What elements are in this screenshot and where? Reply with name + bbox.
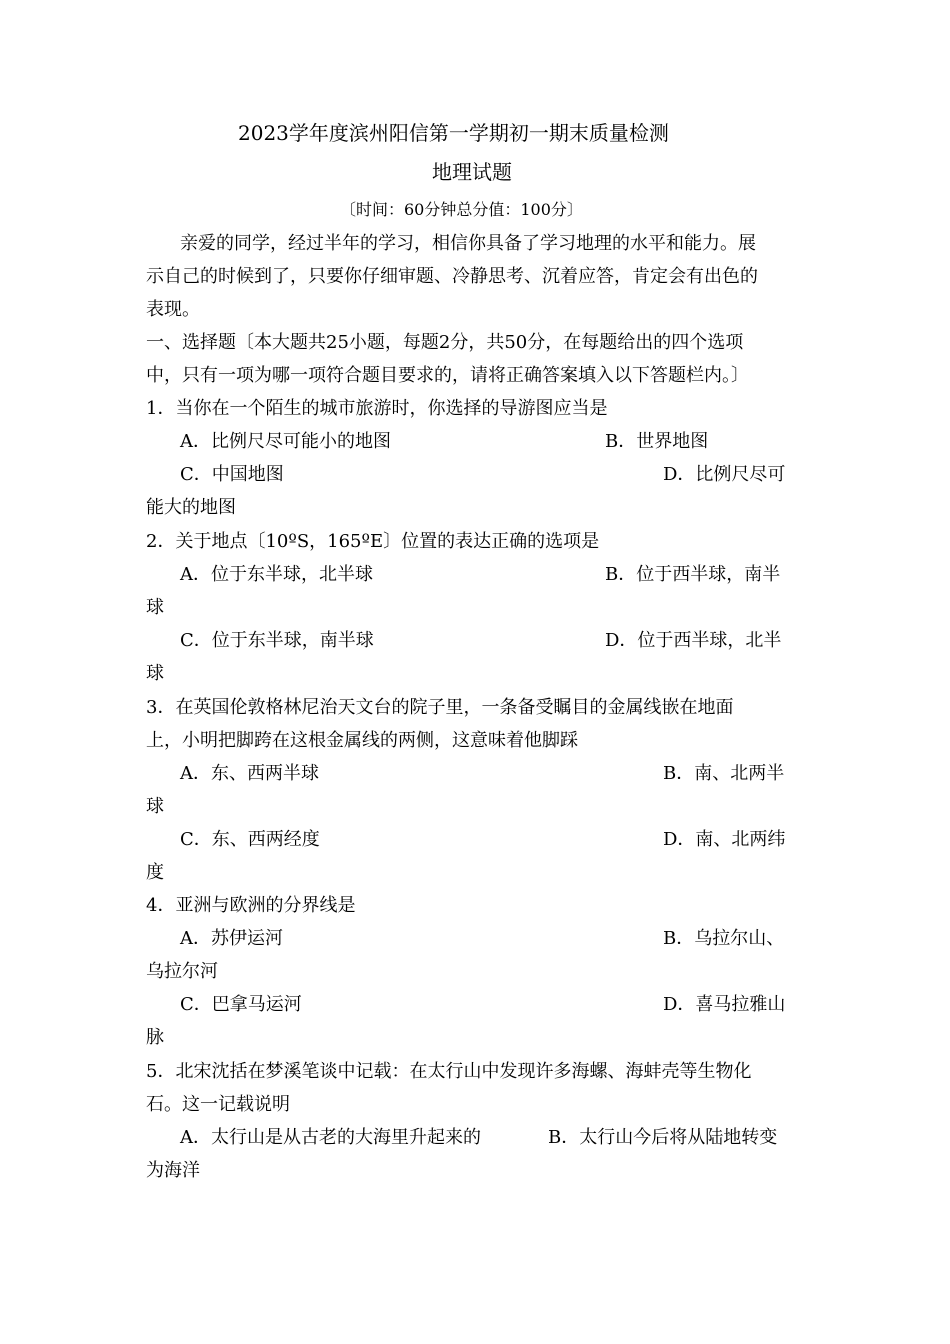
option-b: B．位于西半球，南半 <box>605 564 781 585</box>
option-b-wrap: 球 <box>146 597 164 618</box>
option-b: B．南、北两半 <box>663 763 785 784</box>
option-a: A．位于东半球，北半球 <box>180 564 373 585</box>
section-heading: 一、选择题〔本大题共25小题，每题2分，共50分，在每题给出的四个选项 <box>146 332 744 353</box>
option-c: C．东、西两经度 <box>180 829 320 850</box>
option-c: C．中国地图 <box>180 464 284 485</box>
option-a: A．苏伊运河 <box>180 928 283 949</box>
option-d: D．南、北两纬 <box>663 829 786 850</box>
question-stem: 4．亚洲与欧洲的分界线是 <box>146 895 356 916</box>
section-heading: 中，只有一项为哪一项符合题目要求的，请将正确答案填入以下答题栏内。〕 <box>146 365 749 386</box>
page-subtitle: 地理试题 <box>432 160 512 184</box>
option-d-wrap: 度 <box>146 862 164 883</box>
option-d: D．喜马拉雅山 <box>663 994 786 1015</box>
intro-line: 表现。 <box>146 299 200 320</box>
question-stem: 2．关于地点〔10ºS，165ºE〕位置的表达正确的选项是 <box>146 531 600 552</box>
option-c: C．巴拿马运河 <box>180 994 302 1015</box>
option-a: A．太行山是从古老的大海里升起来的 <box>180 1127 481 1148</box>
option-b-wrap: 球 <box>146 796 164 817</box>
option-d: D．位于西半球，北半 <box>605 630 782 651</box>
option-d-wrap: 球 <box>146 663 164 684</box>
intro-line: 亲爱的同学，经过半年的学习，相信你具备了学习地理的水平和能力。展 <box>180 233 756 254</box>
option-b: B．太行山今后将从陆地转变 <box>548 1127 778 1148</box>
question-stem: 1．当你在一个陌生的城市旅游时，你选择的导游图应当是 <box>146 398 608 419</box>
option-d: D．比例尺尽可 <box>663 464 786 485</box>
option-b: B．乌拉尔山、 <box>663 928 785 949</box>
option-b: B．世界地图 <box>605 431 709 452</box>
option-c: C．位于东半球，南半球 <box>180 630 374 651</box>
page-title: 2023学年度滨州阳信第一学期初一期末质量检测 <box>238 121 669 145</box>
intro-line: 示自己的时候到了，只要你仔细审题、冷静思考、沉着应答，肯定会有出色的 <box>146 266 758 287</box>
question-stem: 5．北宋沈括在梦溪笔谈中记载：在太行山中发现许多海螺、海蚌壳等生物化 <box>146 1061 752 1082</box>
option-b-wrap: 乌拉尔河 <box>146 961 218 982</box>
option-a: A．比例尺尽可能小的地图 <box>180 431 391 452</box>
exam-meta: 〔时间：60分钟总分值：100分〕 <box>340 200 583 219</box>
option-a: A．东、西两半球 <box>180 763 319 784</box>
question-stem: 上，小明把脚跨在这根金属线的两侧，这意味着他脚踩 <box>146 730 578 751</box>
option-d-wrap: 能大的地图 <box>146 497 236 518</box>
option-b-wrap: 为海洋 <box>146 1160 200 1181</box>
question-stem: 3．在英国伦敦格林尼治天文台的院子里，一条备受瞩目的金属线嵌在地面 <box>146 697 734 718</box>
question-stem: 石。这一记载说明 <box>146 1094 290 1115</box>
option-d-wrap: 脉 <box>146 1027 164 1048</box>
